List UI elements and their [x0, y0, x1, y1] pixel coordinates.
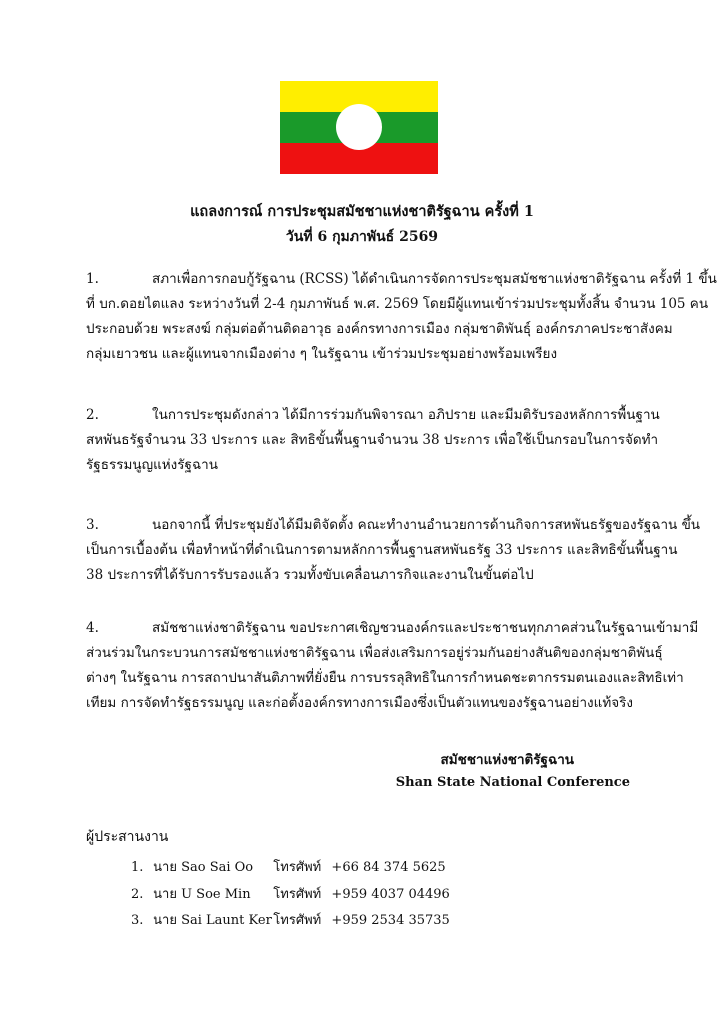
paragraph-1: [86, 267, 717, 367]
phone-number: +959 2534 35735: [331, 913, 450, 928]
paragraph-line: รัฐธรรมนูญแห่งรัฐฉาน: [86, 457, 218, 473]
paragraph-line: 38 ประการที่ได้รับการรับรองแล้ว รวมทั้งขับเคลื่อนภารกิจและงานในขั้นต่อไป: [86, 567, 534, 583]
phone-label: โทรศัพท์: [273, 860, 322, 875]
paragraph-line: ประกอบด้วย พระสงฆ์ กลุ่มต่อต้านติดอาวุธ องค์กรทางการเมือง กลุ่มชาติพันธุ์ องค์กรภาคประชาสังคม: [86, 321, 673, 337]
paragraph-number: 4.: [86, 620, 99, 636]
paragraph-text: สมัชชาแห่งชาติรัฐฉาน ขอประกาศเชิญชวนองค์กรและประชาชนทุกภาคส่วนในรัฐฉานเข้ามามี: [152, 620, 699, 636]
paragraph-2: [86, 403, 660, 478]
paragraph-line: [86, 267, 717, 292]
phone-label: โทรศัพท์: [273, 887, 322, 902]
paragraph-line: กลุ่มเยาวชน และผู้แทนจากเมืองต่าง ๆ ในรัฐฉาน เข้าร่วมประชุมอย่างพร้อมเพรียง: [86, 346, 558, 362]
contact-row: [131, 856, 446, 877]
paragraph-line: [86, 513, 701, 538]
shan-flag: [280, 81, 438, 174]
paragraph-line: เทียม การจัดทำรัฐธรรมนูญ และก่อตั้งองค์กรทางการเมืองซึ่งเป็นตัวแทนของรัฐฉานอย่างแท้จริง: [86, 695, 633, 711]
paragraph-line: ต่างๆ ในรัฐฉาน การสถาปนาสันติภาพที่ยั่งยืน การบรรลุสิทธิในการกำหนดชะตากรรมตนเองและสิทธิเท่า: [86, 670, 684, 686]
signature-english: Shan State National Conference: [395, 775, 630, 790]
contact-number: 3.: [131, 913, 144, 928]
paragraph-4: [86, 616, 699, 716]
contact-number: 2.: [131, 887, 144, 902]
contact-name: นาย Sao Sai Oo: [153, 860, 254, 875]
paragraph-text: นอกจากนี้ ที่ประชุมยังได้มีมติจัดตั้ง คณะทำงานอำนวยการด้านกิจการสหพันธรัฐของรัฐฉาน ขึ้น: [152, 517, 701, 533]
phone-label: โทรศัพท์: [273, 913, 322, 928]
paragraph-number: 3.: [86, 517, 99, 533]
coordinators-label: ผู้ประสานงาน: [86, 829, 169, 845]
paragraph-line: [86, 616, 699, 641]
contact-name: นาย U Soe Min: [153, 887, 251, 902]
phone-number: +959 4037 04496: [331, 887, 450, 902]
contact-name: นาย Sai Launt Ker: [153, 913, 272, 928]
paragraph-text: ในการประชุมดังกล่าว ได้มีการร่วมกันพิจารณา อภิปราย และมีมติรับรองหลักการพื้นฐาน: [152, 407, 660, 423]
paragraph-line: ที่ บก.ดอยไตแลง ระหว่างวันที่ 2-4 กุมภาพันธ์ พ.ศ. 2569 โดยมีผู้แทนเข้าร่วมประชุมทั้งสิ้น จำนวน 105 คน: [86, 296, 709, 312]
flag-white-circle: [336, 104, 382, 150]
document-title: แถลงการณ์ การประชุมสมัชชาแห่งชาติรัฐฉาน ครั้งที่ 1: [190, 203, 534, 220]
paragraph-text: สภาเพื่อการกอบกู้รัฐฉาน (RCSS) ได้ดำเนินการจัดการประชุมสมัชชาแห่งชาติรัฐฉาน ครั้งที่ 1 ขึ้น: [152, 271, 717, 287]
signature-thai: สมัชชาแห่งชาติรัฐฉาน: [440, 752, 574, 768]
contact-row: [131, 909, 450, 930]
paragraph-3: [86, 513, 701, 588]
paragraph-line: เป็นการเบื้องต้น เพื่อทำหน้าที่ดำเนินการตามหลักการพื้นฐานสหพันธรัฐ 33 ประการ และสิทธิขั้นพื้นฐาน: [86, 542, 678, 558]
contact-number: 1.: [131, 860, 144, 875]
paragraph-line: ส่วนร่วมในกระบวนการสมัชชาแห่งชาติรัฐฉาน เพื่อส่งเสริมการอยู่ร่วมกันอย่างสันติของกลุ่มชาติพันธุ์: [86, 645, 663, 661]
document-date: วันที่ 6 กุมภาพันธ์ 2569: [285, 229, 439, 245]
contact-row: [131, 883, 450, 904]
phone-number: +66 84 374 5625: [331, 860, 446, 875]
paragraph-line: สหพันธรัฐจำนวน 33 ประการ และ สิทธิขั้นพื้นฐานจำนวน 38 ประการ เพื่อใช้เป็นกรอบในการจัดทำ: [86, 432, 659, 448]
paragraph-line: [86, 403, 660, 428]
paragraph-number: 2.: [86, 407, 99, 423]
paragraph-number: 1.: [86, 271, 99, 287]
